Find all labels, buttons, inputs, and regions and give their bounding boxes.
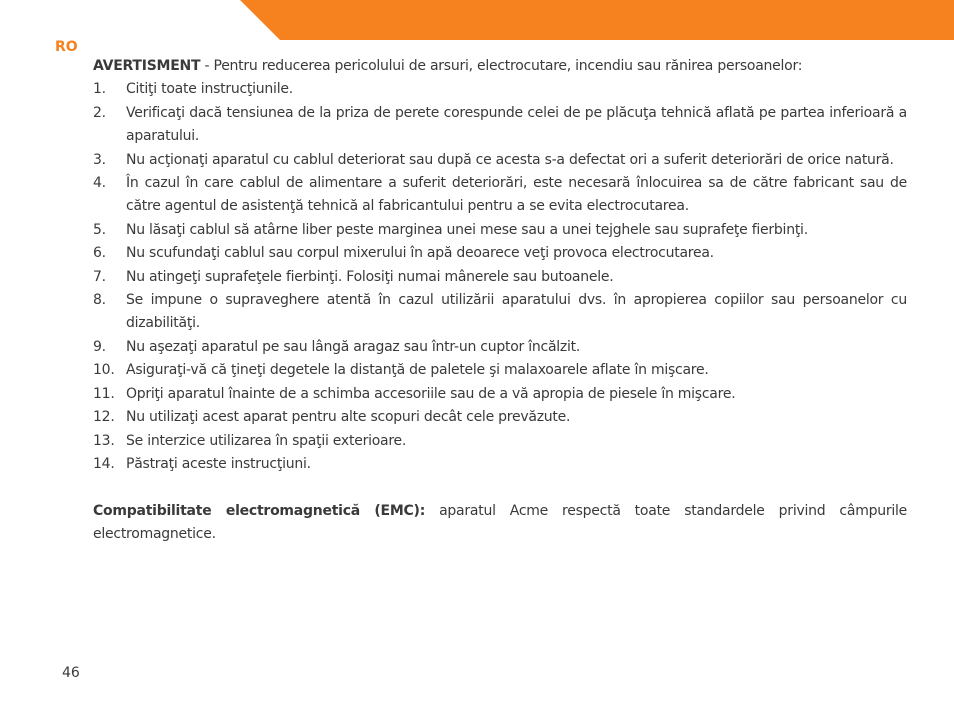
section-spacer bbox=[93, 476, 907, 499]
item-number: 12. bbox=[93, 409, 115, 426]
list-item bbox=[93, 78, 907, 101]
item-number: 4. bbox=[93, 175, 106, 192]
item-text: Nu acţionaţi aparatul cu cablul deteriorat sau după ce acesta s-a defectat ori a suferit deteriorări de orice natură. bbox=[126, 151, 894, 168]
warning-text: - Pentru reducerea pericolului de arsuri, electrocutare, incendiu sau rănirea persoanelor: bbox=[200, 58, 803, 74]
emc-title: Compatibilitate electromagnetică (EMC): bbox=[93, 502, 426, 519]
list-item bbox=[93, 383, 907, 406]
item-number: 11. bbox=[93, 385, 115, 402]
item-text: În cazul în care cablul de alimentare a suferit deteriorări, este necesară înlocuirea sa de către fabricant sau de către agentul de asistenţă tehnică al fabricantului pentru a se evita electrocutarea. bbox=[126, 175, 907, 215]
item-text: Se interzice utilizarea în spaţii exterioare. bbox=[126, 432, 407, 449]
warning-title: AVERTISMENT bbox=[93, 58, 201, 74]
document-body bbox=[93, 55, 907, 547]
item-text: Păstraţi aceste instrucţiuni. bbox=[126, 455, 311, 472]
list-item bbox=[93, 359, 907, 382]
list-item bbox=[93, 266, 907, 289]
warning-paragraph bbox=[93, 55, 907, 78]
item-number: 13. bbox=[93, 432, 115, 449]
list-item bbox=[93, 289, 907, 336]
item-text: Nu scufundaţi cablul sau corpul mixerului în apă deoarece veţi provoca electrocutarea. bbox=[126, 245, 714, 262]
item-number: 9. bbox=[93, 338, 106, 355]
item-number: 6. bbox=[93, 245, 106, 262]
item-number: 7. bbox=[93, 268, 106, 285]
item-number: 5. bbox=[93, 221, 106, 238]
emc-text: aparatul Acme respectă toate standardele privind câmpurile electromagnetice. bbox=[93, 502, 907, 543]
header-accent-bar bbox=[240, 0, 954, 40]
item-text: Se impune o supraveghere atentă în cazul utilizării aparatului dvs. în apropierea copiilor sau persoanelor cu dizabilităţi. bbox=[126, 292, 907, 332]
item-text: Citiţi toate instrucţiunile. bbox=[126, 81, 293, 98]
list-item bbox=[93, 242, 907, 265]
item-number: 1. bbox=[93, 81, 106, 98]
item-text: Nu lăsaţi cablul să atârne liber peste marginea unei mese sau a unei tejghele sau suprafeţe fierbinţi. bbox=[126, 221, 808, 238]
instructions-list bbox=[93, 78, 907, 476]
item-number: 3. bbox=[93, 151, 106, 168]
item-text: Opriţi aparatul înainte de a schimba accesoriile sau de a vă apropia de piesele în mişcare. bbox=[126, 385, 736, 402]
page-number: 46 bbox=[62, 665, 80, 681]
list-item bbox=[93, 219, 907, 242]
list-item bbox=[93, 172, 907, 219]
item-text: Verificaţi dacă tensiunea de la priza de perete corespunde celei de pe plăcuţa tehnică aflată pe partea inferioară a aparatului. bbox=[126, 104, 907, 145]
item-number: 14. bbox=[93, 455, 115, 472]
language-code: RO bbox=[55, 39, 78, 55]
item-text: Nu aşezaţi aparatul pe sau lângă aragaz sau într-un cuptor încălzit. bbox=[126, 338, 581, 355]
list-item bbox=[93, 102, 907, 149]
item-text: Asiguraţi-vă că ţineţi degetele la distanţă de paletele şi malaxoarele aflate în mişcare. bbox=[126, 362, 709, 379]
item-number: 8. bbox=[93, 292, 106, 309]
list-item bbox=[93, 406, 907, 429]
item-number: 10. bbox=[93, 362, 115, 379]
item-text: Nu atingeţi suprafeţele fierbinţi. Folosiţi numai mânerele sau butoanele. bbox=[126, 268, 614, 285]
list-item bbox=[93, 430, 907, 453]
item-text: Nu utilizaţi acest aparat pentru alte scopuri decât cele prevăzute. bbox=[126, 409, 571, 426]
list-item bbox=[93, 149, 907, 172]
item-number: 2. bbox=[93, 104, 106, 121]
emc-paragraph bbox=[93, 500, 907, 547]
list-item bbox=[93, 336, 907, 359]
list-item bbox=[93, 453, 907, 476]
